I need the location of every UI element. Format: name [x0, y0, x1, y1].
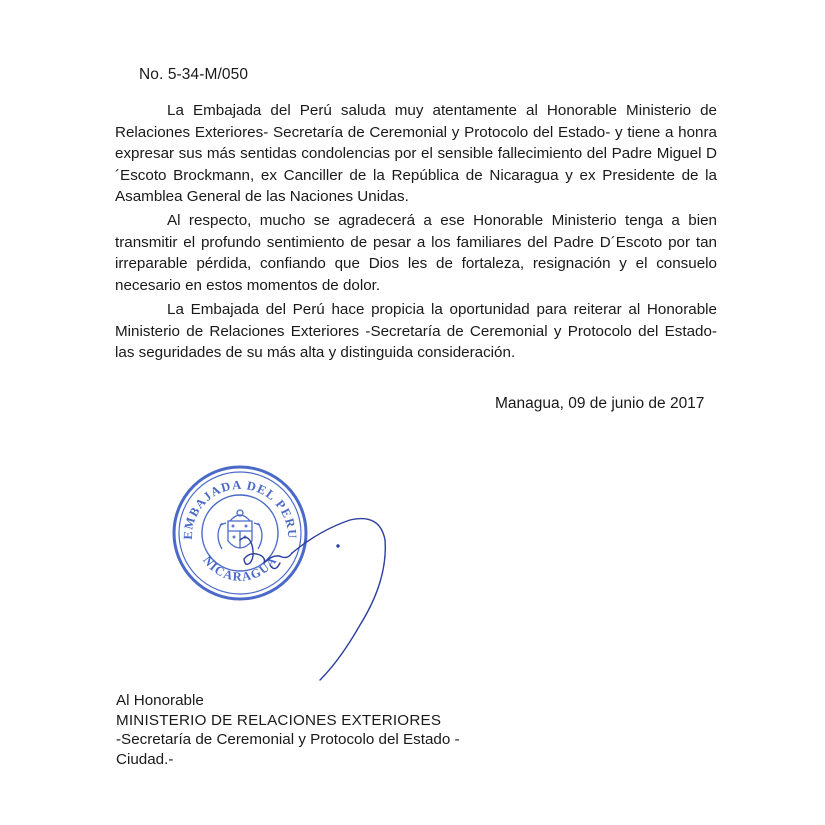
addressee-city: Ciudad.-: [116, 750, 174, 768]
seal-top-text: EMBAJADA DEL PERU: [180, 477, 300, 540]
reference-number: No. 5-34-M/050: [139, 66, 249, 83]
paragraph-closing: La Embajada del Perú hace propicia la oportunidad para reiterar al Honorable Ministerio de Relaciones Exteriores -Secretaría de Ceremonial y Protocolo del Estado- las seguridades de su más alta y distinguida consideración.: [115, 301, 717, 362]
paragraph-request: Al respecto, mucho se agradecerá a ese Honorable Ministerio tenga a bien transmitir el profundo sentimiento de pesar a los familiares del Padre D´Escoto por tan irreparable pérdida, confiando que Dios les de fortaleza, resignación y el consuelo necesario en estos momentos de dolor.: [115, 212, 717, 294]
addressee-secretariat: -Secretaría de Ceremonial y Protocolo del Estado -: [116, 731, 460, 748]
place-and-date: Managua, 09 de junio de 2017: [495, 395, 705, 412]
addressee-block: [116, 691, 460, 769]
handwritten-signature: [230, 485, 400, 685]
paragraph-condolences: La Embajada del Perú saluda muy atentamente al Honorable Ministerio de Relaciones Exteriores- Secretaría de Ceremonial y Protocolo del Estado- y tiene a honra expresar sus más sentidas condolencias por el sensible fallecimiento del Padre Miguel D´Escoto Brockmann, ex Canciller de la República de Nicaragua y ex Presidente de la Asamblea General de las Naciones Unidas.: [115, 102, 717, 206]
seal-bottom-text: NICARAGUA: [200, 553, 280, 584]
addressee-ministry: MINISTERIO DE RELACIONES EXTERIORES: [116, 711, 442, 729]
addressee-salutation: Al Honorable: [116, 692, 204, 709]
